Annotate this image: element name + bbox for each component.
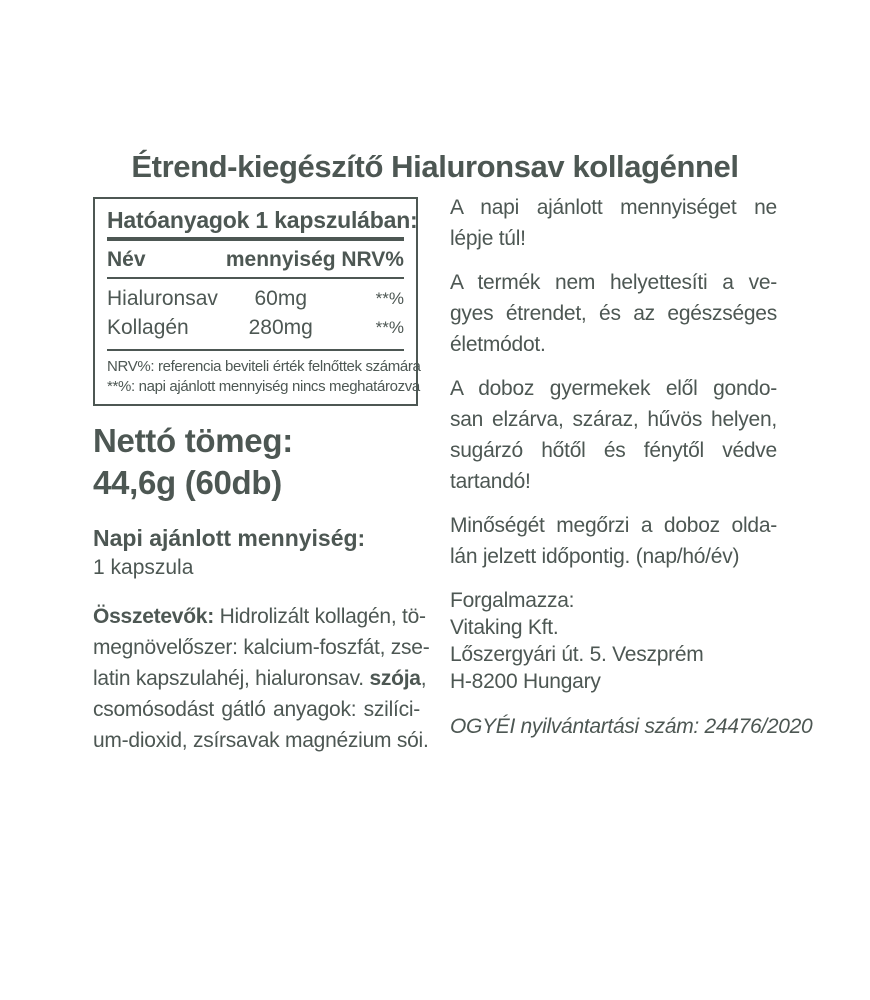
facts-cell-name: Kollagén (107, 316, 189, 339)
warning-line: tartandó! (450, 470, 531, 493)
facts-cell-name: Hialuronsav (107, 287, 218, 310)
ingredients-segment: , (420, 667, 427, 690)
facts-cell-amount: 280mg (248, 316, 313, 339)
daily-dose-value: 1 kapszula (93, 556, 194, 579)
right-column (450, 192, 813, 739)
facts-column-headers (107, 241, 404, 277)
distributor-line: Forgalmazza: (450, 589, 575, 612)
ingredients-bold-term: szója (369, 667, 421, 690)
ingredients-segment: um-dioxid, zsírsavak magnézium sói. (93, 729, 429, 752)
daily-dose (93, 523, 365, 583)
warning-line: A termék nem helyettesíti a ve- (450, 271, 777, 294)
product-title: Étrend-kiegészítő Hialuronsav kollagénnel (131, 149, 739, 184)
ingredients-line (93, 632, 430, 663)
warning-line: san elzárva, száraz, hűvös helyen, (450, 408, 777, 431)
ingredients-text (93, 601, 430, 756)
net-weight-label: Nettó tömeg: (93, 422, 293, 459)
ingredients-line (93, 601, 426, 632)
daily-dose-label: Napi ajánlott mennyiség: (93, 525, 366, 551)
warning-paragraph (450, 373, 777, 497)
column-header-amount: mennyiség (225, 248, 336, 271)
ingredients-line (93, 725, 429, 756)
warning-line: életmódot. (450, 333, 546, 356)
ingredients-segment: latin kapszulahéj, hialuronsav. (93, 667, 370, 690)
ingredients-segment: csomósodást gátló anyagok: szilíci- (93, 698, 420, 721)
warning-paragraph (450, 510, 777, 572)
warning-line: sugárzó hőtől és fénytől védve (450, 439, 777, 462)
supplement-facts-table (93, 197, 421, 406)
net-weight-value: 44,6g (60db) (93, 464, 282, 501)
warning-line: gyes étrendet, és az egészséges (450, 302, 777, 325)
column-header-nrv: NRV% (341, 248, 404, 271)
warning-paragraph (450, 267, 777, 360)
column-header-name: Név (107, 248, 146, 271)
warning-line: Minőségét megőrzi a doboz olda- (450, 514, 777, 537)
ingredients-line (93, 694, 420, 725)
facts-footnote: **%: napi ajánlott mennyiség nincs meghatározva (107, 378, 420, 395)
distributor-line: H-8200 Hungary (450, 670, 601, 693)
registration-number: OGYÉI nyilvántartási szám: 24476/2020 (450, 715, 813, 738)
ingredients-bold-term: Összetevők: (93, 605, 214, 628)
facts-row (107, 313, 404, 342)
facts-cell-nrv: **% (375, 289, 404, 308)
warning-paragraphs (450, 192, 777, 572)
warning-line: A doboz gyermekek elől gondo- (450, 377, 777, 400)
facts-cell-amount: 60mg (254, 287, 307, 310)
distributor-block (450, 587, 777, 695)
ingredients-line (93, 663, 427, 694)
facts-rows (107, 279, 404, 349)
ingredients-segment: Hidrolizált kollagén, tö- (213, 605, 426, 628)
facts-row (107, 284, 404, 313)
ingredients-segment: megnövelőszer: kalcium-foszfát, zse- (93, 636, 430, 659)
facts-footnote: NRV%: referencia beviteli érték felnőttek számára (107, 358, 421, 375)
net-weight (93, 420, 293, 504)
warning-line: A napi ajánlott mennyiséget ne (450, 196, 777, 219)
distributor-line: Vitaking Kft. (450, 616, 559, 639)
warning-line: lépje túl! (450, 227, 526, 250)
distributor-line: Lőszergyári út. 5. Veszprém (450, 643, 704, 666)
warning-line: lán jelzett időpontig. (nap/hó/év) (450, 545, 740, 568)
facts-footnotes (107, 351, 421, 397)
facts-cell-nrv: **% (375, 318, 404, 337)
warning-paragraph (450, 192, 777, 254)
facts-heading: Hatóanyagok 1 kapszulában: (107, 207, 418, 233)
